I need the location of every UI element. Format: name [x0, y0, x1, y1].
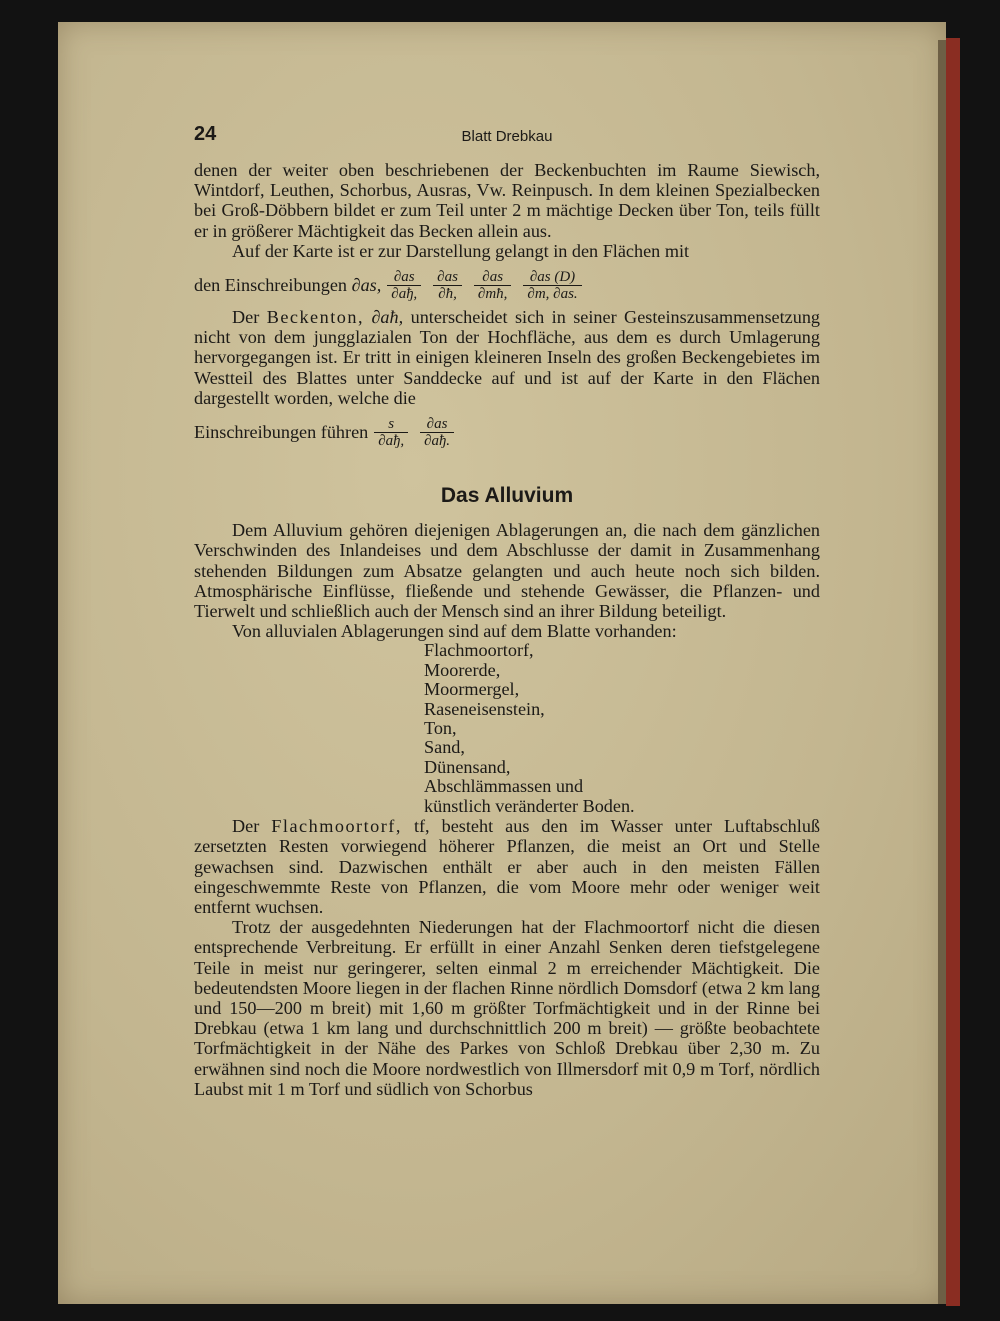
formula-line-2: Einschreibungen führen $\frac{s}{\partial aђ,}$ $\frac{\partial as}{\partial aђ.}$ [194, 410, 820, 454]
paragraph-alluvium: Dem Alluvium gehören diejenigen Ablagerungen an, die nach dem gänzlichen Verschwinden des Inlandeises und dem Abschlusse der damit in Zusammenhang stehenden Bildungen zum Absatze gelangten und auch heute noch sich bilden. Atmosphärische Einflüsse, fließende und stehende Gewässer, die Pflanzen- und Tierwelt und schließlich auch der Mensch sind an ihrer Bildung beteiligt. [194, 520, 820, 622]
page-header [194, 124, 820, 150]
paragraph-basin-sand: denen der weiter oben beschriebenen der Beckenbuchten im Raume Siewisch, Wintdorf, Leuthen, Schorbus, Ausras, Vw. Reinpusch. In dem kleinen Spezialbecken bei Groß-Döbbern bildet er zum Teil unter 2 m mächtige Decken über Ton, teils füllt er in größerer Mächtigkeit das Becken allein aus. [194, 160, 820, 241]
term-beckenton: Beckenton, [266, 307, 365, 328]
list-item: Flachmoortorf, [424, 640, 534, 661]
paragraph-deposits-intro: Von alluvialen Ablagerungen sind auf dem Blatte vorhanden: [232, 621, 677, 642]
list-item: Sand, [424, 737, 465, 758]
list-item: Dünensand, [424, 756, 511, 777]
running-head: Blatt Drebkau [461, 128, 553, 145]
page-number: 24 [194, 123, 217, 145]
paragraph-beckenton: Der Beckenton, ∂aħ, unterscheidet sich in seiner Gesteinszusammensetzung nicht von dem jungglazialen Ton der Hochfläche, aus dem es durch Umlagerung hervorgegangen ist. Er tritt in einigen kleineren Inseln des großen Beckengebietes im Westteil des Blattes unter Sanddecke auf und ist auf der Karte in den Flächen dargestellt worden, welche die [194, 307, 821, 408]
deposit-list [424, 641, 820, 816]
paragraph-flachmoortorf: Der Flachmoortorf, tf, besteht aus den im Wasser unter Luftabschluß zersetzten Resten vorwiegend höherer Pflanzen, die meist an Ort und Stelle gewachsen sind. Dazwischen enthält er aber auch in den meisten Fällen eingeschwemmte Reste von Pflanzen, die vom Moore mehr oder weniger weit entfernt wuchsen. [194, 816, 821, 917]
list-item: Ton, [424, 718, 457, 739]
list-item: Moorerde, [424, 659, 501, 680]
list-item: Raseneisenstein, [424, 698, 545, 719]
fraction: $\frac{\partial as}{\partial mħ,}$ [474, 269, 512, 302]
page-content [194, 124, 820, 1099]
term-flachmoortorf: Flachmoortorf, [271, 816, 402, 837]
fraction: $\frac{\partial as (D)}{\partial m, \partial as.}$ [523, 269, 581, 302]
page-edge [938, 40, 946, 1304]
fraction: $\frac{\partial as}{\partial aђ.}$ [420, 416, 454, 449]
formula-lead-text: den Einschreibungen [194, 274, 348, 295]
list-item: Abschlämmassen und [424, 776, 584, 797]
list-item: Moormergel, [424, 679, 520, 700]
fraction: $\frac{s}{\partial aђ,}$ [374, 416, 408, 449]
section-title: Das Alluvium [440, 484, 574, 508]
formula-term: ∂as, [351, 274, 382, 295]
fraction: $\frac{\partial as}{\partial ħ,}$ [433, 269, 462, 302]
paragraph-distribution: Trotz der ausgedehnten Niederungen hat der Flachmoortorf nicht die diesen entsprechende Verbreitung. Er erfüllt in einer Anzahl Senken deren tiefstgelegene Teile in meist nur geringerer, selten einmal 2 m erreichender Mächtigkeit. Die bedeutendsten Moore liegen in der flachen Rinne nördlich Domsdorf (etwa 2 km lang und 150—200 m breit) mit 1,60 m größter Torfmächtigkeit und in der Rinne bei Drebkau (etwa 1 km lang und durchschnittlich 200 m breit) — größte beobachtete Torfmächtigkeit in der Nähe des Parkes von Schloß Drebkau über 2,30 m. Zu erwähnen sind noch die Moore nordwestlich von Illmersdorf mit 0,9 m Torf, nördlich Laubst mit 1 m Torf und südlich von Schorbus [194, 917, 820, 1099]
list-item: künstlich veränderter Boden. [424, 795, 635, 816]
fraction: $\frac{\partial as}{\partial aђ,}$ [387, 269, 421, 302]
formula-line-1 [194, 263, 820, 307]
paragraph-map-areas: Auf der Karte ist er zur Darstellung gelangt in den Flächen mit [232, 240, 690, 261]
book-spine [946, 38, 960, 1306]
